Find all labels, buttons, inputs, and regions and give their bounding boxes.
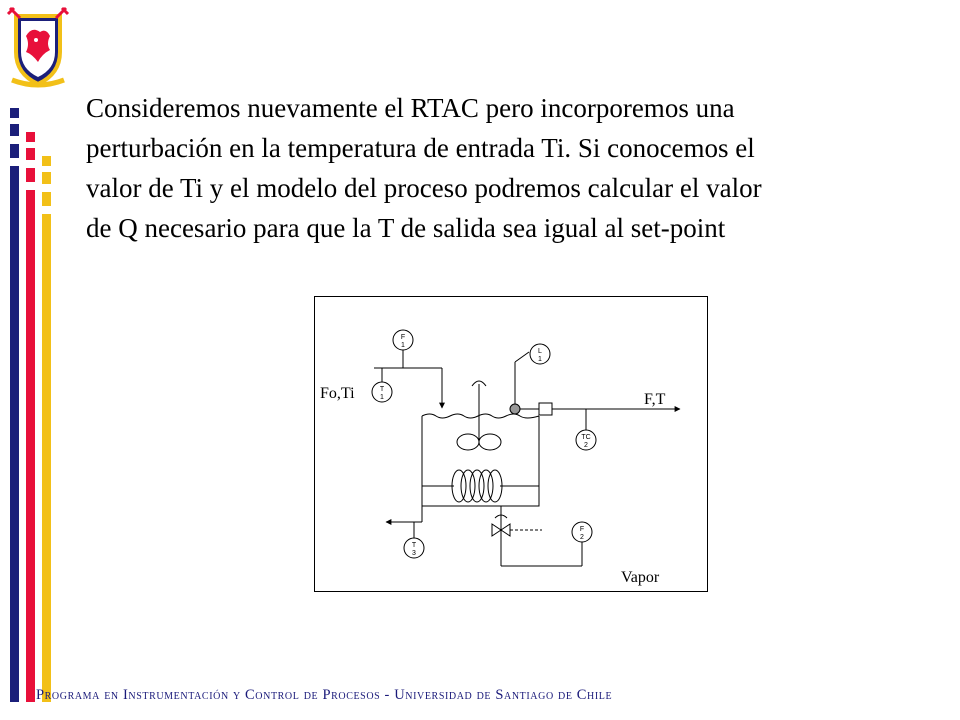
tc2-number: 2 [584,442,588,449]
t3-letter: T [411,542,417,549]
body-line-3: valor de Ti y el modelo del proceso podremos calcular el valor [86,173,762,203]
instrument-tc2 [576,430,596,450]
reactor-tank [422,414,539,506]
body-line-2: perturbación en la temperatura de entrada Ti. Si conocemos el [86,133,755,163]
decorative-stripes [0,96,70,708]
t3-number: 3 [412,550,416,557]
inlet-stream-label: Fo,Ti [320,385,355,402]
slide-footer: Programa en Instrumentación y Control de Procesos - Universidad de Santiago de Chile [36,687,613,703]
outlet-pump-icon [539,403,552,415]
slide-body-text [86,88,946,248]
level-float-icon [510,404,520,414]
instrument-t3 [404,538,424,558]
instrument-f1 [393,330,413,350]
t1-number: 1 [380,394,384,401]
instrument-t1 [372,382,392,402]
steam-stream-label: Vapor [621,569,660,586]
l1-letter: L [538,348,542,355]
body-line-1: Consideremos nuevamente el RTAC pero incorporemos una [86,93,735,123]
university-crest-logo [6,6,70,88]
cstr-process-diagram [314,296,708,592]
l1-number: 1 [538,356,542,363]
diagram-frame [315,297,708,592]
heating-coil-icon [422,470,539,502]
f1-letter: F [400,334,406,341]
instrument-f2 [572,522,592,542]
tc2-letter: TC [581,434,591,441]
f2-number: 2 [580,534,584,541]
f1-number: 1 [401,342,405,349]
f2-letter: F [579,526,585,533]
l1-signal [515,352,529,362]
outlet-stream-label: F,T [644,391,666,408]
instrument-l1 [530,344,550,364]
t1-letter: T [379,386,385,393]
body-line-4: de Q necesario para que la T de salida sea igual al set-point [86,213,726,243]
